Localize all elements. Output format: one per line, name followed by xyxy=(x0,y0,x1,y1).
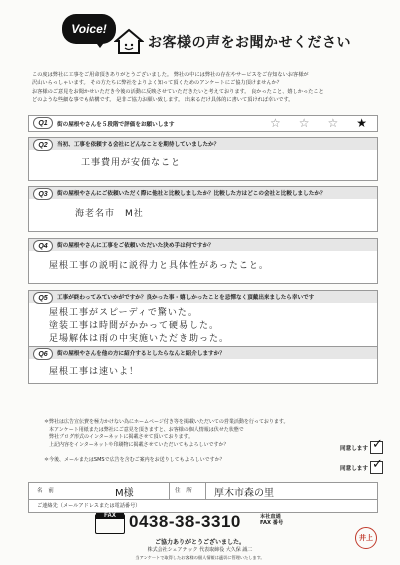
question-q6 xyxy=(28,346,378,384)
speech-bubble-tail xyxy=(94,40,106,48)
star-icon[interactable]: ☆ xyxy=(269,116,281,130)
question-q5 xyxy=(28,290,378,347)
name-label: 名 前 xyxy=(37,488,54,494)
fax-note xyxy=(260,514,283,527)
answer-text[interactable]: 屋根工事の説明に説得力と具体性があったこと。 xyxy=(49,261,269,271)
fax-badge-label: FAX xyxy=(96,513,124,519)
question-text: 街の屋根やさんを５段階で評価をお願いします xyxy=(57,122,175,128)
star-icon[interactable]: ☆ xyxy=(327,116,339,130)
question-text: 当初、工事を依頼する会社にどんなことを期待していましたか？ xyxy=(57,142,220,148)
question-text: 街の屋根やさんを他の方に紹介するとしたらなんと紹介しますか？ xyxy=(57,351,225,357)
note-line: 本アンケート用紙または弊社にご意見を頂きますと、お客様の個人情報は伏せた状態で xyxy=(44,426,244,433)
question-q3 xyxy=(28,186,378,232)
fax-note-line: 本社直通 xyxy=(260,514,281,520)
agree-checkbox-publish[interactable] xyxy=(370,437,383,454)
answer-line[interactable]: 塗装工事は時間がかかって硬易した。 xyxy=(49,321,220,331)
note-line: 弊社ブログ形式のインターネットに掲載させて頂いております。 xyxy=(44,434,194,441)
check-icon: ✓ xyxy=(372,457,383,472)
question-number: Q4 xyxy=(33,240,53,252)
intro-line: 沢山いらっしゃいます。 その方たちに弊社をよりよく知って頂くためのアンケートにご協力頂けませんか？ xyxy=(32,80,282,87)
note-line: 上記内容をインターネットや印刷物に掲載させていただいてもよろしいですか？ xyxy=(44,441,229,448)
consent-notes xyxy=(44,419,324,465)
intro-line: お客様のご意見をお聞かせいただき今後の活動に反映させていただきたいと考えております。 良かったこと、嬉しかったこと xyxy=(32,88,324,95)
company-text: 株式会社シェアテック 代表取締役 大久保 誠二 xyxy=(147,547,253,553)
question-number: Q5 xyxy=(33,292,53,304)
page-title: お客様の声をお聞かせください xyxy=(148,35,351,51)
note-line: ＊弊社は広告宣伝費を極力かけない為にホームページ付き等を掲載いただいての営業活動を行っております。 xyxy=(44,419,289,425)
question-number: Q2 xyxy=(33,139,53,151)
question-text: 街の屋根やさんに工事をご依頼いただいた決め手は何ですか？ xyxy=(57,243,214,249)
sms-consent-text: ＊今後、メールまたはSMSで広告を含むご案内をお送りしてもよろしいですか？ xyxy=(44,457,225,464)
address-field[interactable]: 厚木市森の里 xyxy=(214,488,274,499)
intro-line: どのような些細な事でも結構です。 是非ご協力お願い致します。 出来るだけ具体的に書いて頂ければ幸いです。 xyxy=(32,97,294,104)
question-q4 xyxy=(28,238,378,284)
name-address-row xyxy=(28,482,378,500)
question-number: Q1 xyxy=(33,117,53,129)
intro-text xyxy=(32,71,372,105)
hanko-seal: 井上 xyxy=(355,527,377,549)
fax-number[interactable]: 0438-38-3310 xyxy=(129,512,241,531)
star-filled-icon[interactable]: ★ xyxy=(356,116,367,130)
check-icon: ✓ xyxy=(372,437,383,452)
thanks-text: ご協力ありがとうございました。 xyxy=(154,539,245,546)
answer-text[interactable]: 海老名市 M社 xyxy=(75,209,144,219)
fax-machine-icon xyxy=(95,514,125,534)
rating-stars xyxy=(270,117,367,129)
question-text: 工事が終わってみていかがですか？良かった事・嬉しかったことを忌憚なく頂戴出来ましたら幸いです xyxy=(57,295,315,301)
fax-note-line: FAX 番号 xyxy=(260,520,284,527)
contact-row xyxy=(28,499,378,513)
question-q2 xyxy=(28,137,378,181)
answer-text[interactable]: 工事費用が安価なこと xyxy=(81,158,182,168)
house-icon xyxy=(114,28,144,54)
fax-area xyxy=(95,512,305,536)
answer-text[interactable]: 屋根工事は速いよ！ xyxy=(49,367,140,377)
page-header xyxy=(62,14,352,58)
agree-label: 同意します xyxy=(340,466,368,472)
question-q1 xyxy=(28,115,378,132)
contact-label: ご連絡先（メールアドレスまたは電話番号） xyxy=(37,503,141,509)
question-text: 街の屋根やさんにご依頼いただく際に他社と比較しましたか？比較した方はどこの会社と比較しましたか？ xyxy=(57,191,326,197)
address-label: 住 所 xyxy=(175,488,192,494)
name-field[interactable]: M様 xyxy=(115,488,134,499)
question-number: Q3 xyxy=(33,188,53,200)
voice-speech-bubble: Voice! xyxy=(62,14,116,44)
answer-line[interactable]: 屋根工事がスピーディで驚いた。 xyxy=(49,308,198,318)
answer-line[interactable]: 足場解体は雨の中実施いただき助った。 xyxy=(49,334,230,344)
question-number: Q6 xyxy=(33,348,53,360)
agree-checkbox-sms[interactable] xyxy=(370,457,383,474)
intro-line: この度は弊社に工事をご用命頂きありがとうございました。 弊社の中には弊社の存在やサービスをご存知ないお客様が xyxy=(32,72,309,78)
agree-label: 同意します xyxy=(340,446,368,452)
star-icon[interactable]: ☆ xyxy=(298,116,310,130)
privacy-text: 当アンケートで取得したお客様の個人情報は適切に管理いたします。 xyxy=(135,555,265,560)
